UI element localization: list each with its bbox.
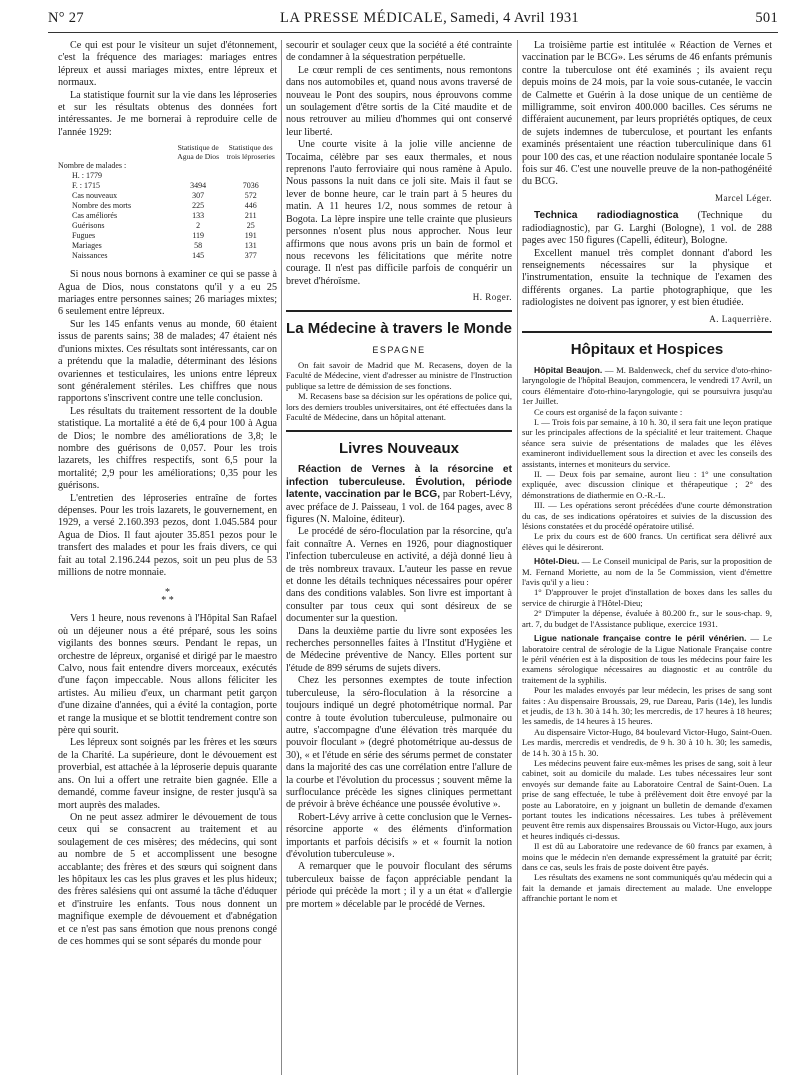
paragraph: Sur les 145 enfants venus au monde, 60 étaient issus de parents sains; 38 de malades; 47 étaient nés d'unions mixtes. Ces résultats sont intéressants, car on a prétendu que la maladie, déterminant des lésions ovariennes et testiculaires, les unions entre lépreux sont généralement stériles. Les chiffres que nous rapportons s'inscrivent contre une telle conclusion. bbox=[58, 318, 277, 405]
section-title: Livres Nouveaux bbox=[338, 440, 460, 458]
paragraph: Le cœur rempli de ces sentiments, nous remontons dans nos automobiles et, quand nous avons traversé de nouveau le Pont des soupirs, nous éprouvons comme un soulagement d'être sortis de la Cité maudite et de nous retrouver au milieu d'hommes qui ont conservé leur liberté. bbox=[286, 64, 512, 138]
paragraph: Une courte visite à la jolie ville ancienne de Tocaima, célèbre par ses eaux thermales, et nous reprenons l'auto ferroviaire qui nous ramène à Apulo. Nous passons la nuit dans ce joli site. Mais il faut se lever de bonne heure, car le train part à 5 heures du matin. A 11 heures 1/2, nous sommes de retour à Bogota. La lèpre inspire une telle crainte que plusieurs personnes n'osent plus nous approcher. Nous leur affirmons que nous avons pris un bain de formol et nous recevons les félicitations que mérite notre courage. Il n'est pas difficile parfois de conquérir un brevet d'héroïsme. bbox=[286, 139, 512, 287]
paragraph: On ne peut assez admirer le dévouement de tous ceux qui se consacrent au traitement et au soulagement de ces misères; des médecins, qui sont au nombre de 5 et accomplissent une besogne accablante; des frères et des sœurs qui soignent dans les hôpitaux les cas les plus graves et les plus hideux; des frères salésiens qui ont assumé la tâche d'éduquer et d'instruire les enfants. Tous nous donnent un magnifique exemple de dévouement et d'abnégation et ce n'est pas sans émotion que nous prenons congé de ces hommes qui se sont séparés du monde pour bbox=[58, 811, 277, 947]
table-row: H. : 1779 bbox=[72, 171, 102, 181]
paragraph: Les lépreux sont soignés par les frères et les sœurs de la Charité. La supérieure, dont le dévouement est proverbial, est attachée à la léproserie depuis quarante ans. On lui a offert une retraite bien gagnée. Elle a demandé, comme faveur insigne, de rester jusqu'à sa mort auprès des malades. bbox=[58, 737, 277, 811]
paragraph: Les résultats du traitement ressortent de la double statistique. La mortalité a été de 6,4 pour 100 à Agua de Dios; le nombre des améliorations de 3,8; le nombre des guérisons de 0,057. Pour les trois lazarets, les chiffres respectifs, sont 6,5 pour la mortalité; 2,9 pour les améliorations; 0,35 pour les guérisons. bbox=[58, 405, 277, 492]
news-item: Ligue nationale française contre le péril vénérien. — Le laboratoire central de sérologie de la Ligue Nationale Française contre le péril vénérien est à la disposition de tous les médecins pour faire les examens sérologique nécessaires au diagnostic et au contrôle du traitement de la syphilis. bbox=[522, 633, 772, 685]
paragraph: Ce qui est pour le visiteur un sujet d'étonnement, c'est la fréquence des mariages: mariages entres lépreux et aussi mariages mixtes, entre lépreux et normaux. bbox=[58, 40, 277, 89]
section-rule bbox=[522, 331, 772, 333]
paragraph: Excellent manuel très complet donnant d'abord les renseignements nécessaires sur la physique et l'instrumentation, ensuite la technique de l'examen des différents organes. La partie photographique, que les radiologistes ne doivent pas ignorer, y est bien étudiée. bbox=[522, 247, 772, 309]
column-divider bbox=[517, 40, 518, 1075]
paragraph: M. Recasens base sa décision sur les opérations de police qui, lors des derniers troubles universitaires, ont été effectuées dans la Faculté de Médecine, dans un hôpital attenant. bbox=[286, 391, 512, 422]
news-item: Hôpital Beaujon. — M. Baldenweck, chef du service d'oto-rhino-laryngologie de l'hôpital Beaujon, commencera, le vendredi 17 Avril, un cours élémentaire d'oto-rhino-laryngologie, qui se poursuivra jusqu'au 1er Juillet. bbox=[522, 364, 772, 407]
section-rule bbox=[286, 430, 512, 432]
paragraph: Au dispensaire Victor-Hugo, 84 boulevard Victor-Hugo, Saint-Ouen. Les mardis, mercredis et vendredis, de 9 h. 30 à 10 h. 30; les samedis, de 14 h. 30 à 15 h. 30. bbox=[522, 726, 772, 758]
table-row: Guérisons 2 25 bbox=[72, 221, 255, 231]
paragraph: Il est dû au Laboratoire une redevance de 60 francs par examen, à moins que le médecin n'en demande expressément la gratuité par écrit; dans ce cas, seuls les frais de poste doivent être payés. bbox=[522, 841, 772, 873]
paragraph: L'entretien des léproseries entraîne de fortes dépenses. Pour les trois lazarets, le gouvernement, en 1929, a versé 2.160.393 pezos, dont 1.045.584 pour Agua de Dios. Il faut ajouter 35.851 pezos pour le transfert des malades et pour les frais divers, ce qui fait au total 2.196.244 pezos, soit un peu plus de 53 millions de notre monnaie. bbox=[58, 492, 277, 578]
paragraph: Le procédé de séro-floculation par la résorcine, qu'a fait connaître A. Vernes en 1926, pour diagnostiquer l'infection tuberculeuse en activité, a déjà donné lieu à de très nombreux travaux. L'auteur les passe en revue et donne les détails techniques nécessaires pour opérer dans des conditions valables. Son livre est important à consulter par tous ceux qui sont désireux de se documenter sur la question. bbox=[286, 526, 512, 625]
author-signature: Marcel Léger. bbox=[715, 192, 772, 203]
paragraph: Chez les personnes exemptes de toute infection tuberculeuse, la séro-floculation à la résorcine a toujours indiqué un degré photométrique normal. Par contre à toute évolution tuberculeuse, pulmonaire ou autre, s'accompagne d'une élévation très marquée du pouvoir floculant » (degré photométrique au-dessus de 30), « et l'étude en série des sérums permet de constater dans la majorité des cas une corrélation entre l'allure de la courbe et l'évolution du processus ; souvent même la surfloculance précède les signes cliniques permettant de prévoir à brève échéance une poussée évolutive ». bbox=[286, 675, 512, 811]
book-title: Réaction de Vernes à la résorcine et infection tuberculeuse. Évolution, période latente, vaccination par le BCG, bbox=[286, 464, 512, 501]
page-header bbox=[48, 10, 778, 32]
paragraph: Les médecins peuvent faire eux-mêmes les prises de sang, soit à leur cabinet, soit au domicile du malade. Les tubes nécessaires leur sont envoyés sur demande faite au Laboratoire Central de Saint-Ouen. La prise de sang effectuée, le tube à prélèvement doit être envoyé par la poste au Laboratoire, en y joignant un bulletin de demande d'examen portant toutes les indications nécessaires. Les tubes à prélèvement peuvent être remis aux dispensaires Broussais ou Victor-Hugo, aux jours et heures indiqués ci-dessus. bbox=[522, 757, 772, 841]
paragraph: La troisième partie est intitulée « Réaction de Vernes et vaccination par le BCG». Les sérums de 46 enfants prémunis contre la tuberculose ont été examinés ; ils avaient reçu depuis moins de 24 mois, par la voie sous-cutanée, le vaccin de Calmette et Guérin à la dose unique de un centième de milligramme, soit environ 400.000 bacilles. Ces sérums ne différaient aucunement, par leurs propriétés optiques, de ceux de sujets indemnes de tuberculose, et pourtant les enfants examinés présentaient une réaction tuberculinique dans 61 pour 100 des cas, et une réaction nodulaire spontanée locale 5 fois sur 46. C'est une nouvelle preuve de la non-pathogénéité du BCG. bbox=[522, 40, 772, 188]
paragraph: III. — Les opérations seront précédées d'une courte démonstration du cas, de ses indications opératoires et suivies de la discussion des lésions constatées et du procédé opératoire utilisé. bbox=[522, 500, 772, 532]
paragraph: Robert-Lévy arrive à cette conclusion que le Vernes-résorcine apporte « des éléments d'information importants et parfois décisifs » et « fournit la notion d'évolution tuberculeuse ». bbox=[286, 811, 512, 860]
column-divider bbox=[281, 40, 282, 1075]
book-entry bbox=[522, 210, 772, 247]
page-number: 501 bbox=[755, 10, 778, 26]
section-rule bbox=[286, 310, 512, 312]
table-row: Naissances 145 377 bbox=[72, 251, 257, 261]
section-title: La Médecine à travers le Monde bbox=[286, 319, 512, 337]
table-header-agua: Statistique de Agua de Dios bbox=[177, 143, 220, 162]
book-entry bbox=[286, 464, 512, 526]
paragraph: 2° D'imputer la dépense, évaluée à 80.200 fr., sur le sous-chap. 9, art. 7, du budget de l'Assistance publique, exercice 1931. bbox=[522, 608, 772, 629]
column-2 bbox=[286, 40, 512, 1075]
journal-title: LA PRESSE MÉDICALE, bbox=[280, 10, 448, 26]
table-row: Nombre des morts 225 446 bbox=[72, 201, 257, 211]
column-1 bbox=[58, 40, 277, 1075]
news-heading: Ligue nationale française contre le péril vénérien. bbox=[534, 633, 747, 644]
paragraph: Les résultats des examens ne sont communiqués qu'au médecin qui a fait la demande et jamais directement au malade. Une enveloppe affranchie portant le nom et bbox=[522, 872, 772, 904]
section-separator: * * * bbox=[161, 587, 174, 607]
table-row: F. : 1715 3494 7036 bbox=[72, 181, 259, 191]
paragraph: Pour les malades envoyés par leur médecin, les prises de sang sont faites : Au dispensaire Broussais, 29, rue Dareau, Paris (14e), les lundis et jeudis, de 13 h. 30 à 14 h. 30; les mercredis, de 17 heures à 18 heures; les samedis, de 14 heures à 15 heures. bbox=[522, 685, 772, 727]
table-header-three: Statistique des trois léproseries bbox=[226, 143, 275, 162]
paragraph: A remarquer que le pouvoir floculant des sérums tuberculeux baisse de façon appréciable pendant la période qui précède la mort ; il y a un état « d'allergie pre mortem » décelable par le procédé de Vernes. bbox=[286, 861, 512, 910]
book-details: (Technique du radiodiagnostic), par G. Larghi (Bologne), 1 vol. de 288 pages avec 150 figures (Capelli, éditeur), Bologne. bbox=[522, 210, 772, 247]
paragraph: La statistique fournit sur la vie dans les léproseries et sur les résultats obtenus des données fort intéressantes. Je me bornerai à reproduire celle de l'année 1929: bbox=[58, 89, 277, 138]
news-item: Hôtel-Dieu. — Le Conseil municipal de Paris, sur la proposition de M. Fernand Moriette, au nom de la 5e Commission, vient d'émettre l'avis qu'il y a lieu : bbox=[522, 556, 772, 588]
paragraph: 1° D'approuver le projet d'installation de boxes dans les salles du service de chirurgie à l'Hôtel-Dieu; bbox=[522, 587, 772, 608]
column-3 bbox=[522, 40, 772, 1075]
statistics-table bbox=[58, 143, 277, 261]
paragraph: secourir et soulager ceux que la société a été contrainte de condamner à la séquestration perpétuelle. bbox=[286, 40, 512, 64]
table-row: Cas nouveaux 307 572 bbox=[72, 191, 257, 201]
news-heading: Hôpital Beaujon. bbox=[534, 364, 603, 375]
paragraph: Ce cours est organisé de la façon suivante : bbox=[534, 406, 683, 417]
paragraph: Dans la deuxième partie du livre sont exposées les recherches personnelles faites à l'Institut d'Hygiène et de Médecine préventive de Nancy. Elles portent sur l'étude de 899 sérums de sujets divers. bbox=[286, 625, 512, 674]
author-signature: H. Roger. bbox=[472, 292, 512, 303]
book-details: par Robert-Lévy, avec préface de J. Paisseau, 1 vol. de 164 pages, avec 8 figures (N. Maloine, éditeur). bbox=[286, 489, 512, 525]
issue-number: N° 27 bbox=[48, 10, 84, 26]
paragraph: Vers 1 heure, nous revenons à l'Hôpital San Rafael où un déjeuner nous a été préparé, sous les soins vigilants des bonnes sœurs. Pendant le repas, un orchestre de lépreux, organisé et dirigé par le maestro Calvo, nous fait entendre divers morceaux, exécutés d'une façon impeccable. Nous allons féliciter les artistes. Au milieu d'eux, un charmant petit garçon d'une dizaine d'années, qui a évité la contagion, porte et range la musique et se blottit tendrement contre son père qui sourit. bbox=[58, 613, 277, 737]
paragraph: II. — Deux fois par semaine, auront lieu : 1° une consultation expliquée, avec discussion clinique et thérapeutique ; 2° des démonstrations de diathermie en O.-R.-L. bbox=[522, 469, 772, 500]
table-row: Mariages 58 131 bbox=[72, 241, 257, 251]
author-signature: A. Laquerrière. bbox=[709, 313, 772, 324]
paragraph: Le prix du cours est de 600 francs. Un certificat sera délivré aux élèves qui le désireront. bbox=[522, 531, 772, 552]
paragraph: On fait savoir de Madrid que M. Recasens, doyen de la Faculté de Médecine, vient d'adresser au ministre de l'Instruction publique sa lettre de démission de ses fonctions. bbox=[286, 359, 512, 391]
subsection-title: ESPAGNE bbox=[372, 344, 426, 355]
book-title: Technica radiodiagnostica bbox=[534, 210, 679, 222]
table-row: Cas améliorés 133 211 bbox=[72, 211, 257, 221]
paragraph: I. — Trois fois par semaine, à 10 h. 30, il sera fait une leçon pratique sur les principales affections de la spécialité et leur traitement. Chaque séance sera suivie de présentations de malades que les élèves examineront individuellement sous la direction et avec les conseils des assistants, internes et moniteurs du service. bbox=[522, 416, 772, 469]
paragraph: Si nous nous bornons à examiner ce qui se passe à Agua de Dios, nous constatons qu'il y a eu 25 mariages entre personnes saines; 26 mariages mixtes; 6 seulement entre lépreux. bbox=[58, 269, 277, 318]
news-heading: Hôtel-Dieu. bbox=[534, 556, 580, 567]
issue-date: Samedi, 4 Avril 1931 bbox=[450, 10, 579, 26]
section-title: Hôpitaux et Hospices bbox=[570, 340, 724, 358]
table-row: Fugues 119 191 bbox=[72, 231, 257, 241]
header-rule bbox=[48, 32, 778, 33]
table-label: Nombre de malades : bbox=[58, 161, 127, 171]
